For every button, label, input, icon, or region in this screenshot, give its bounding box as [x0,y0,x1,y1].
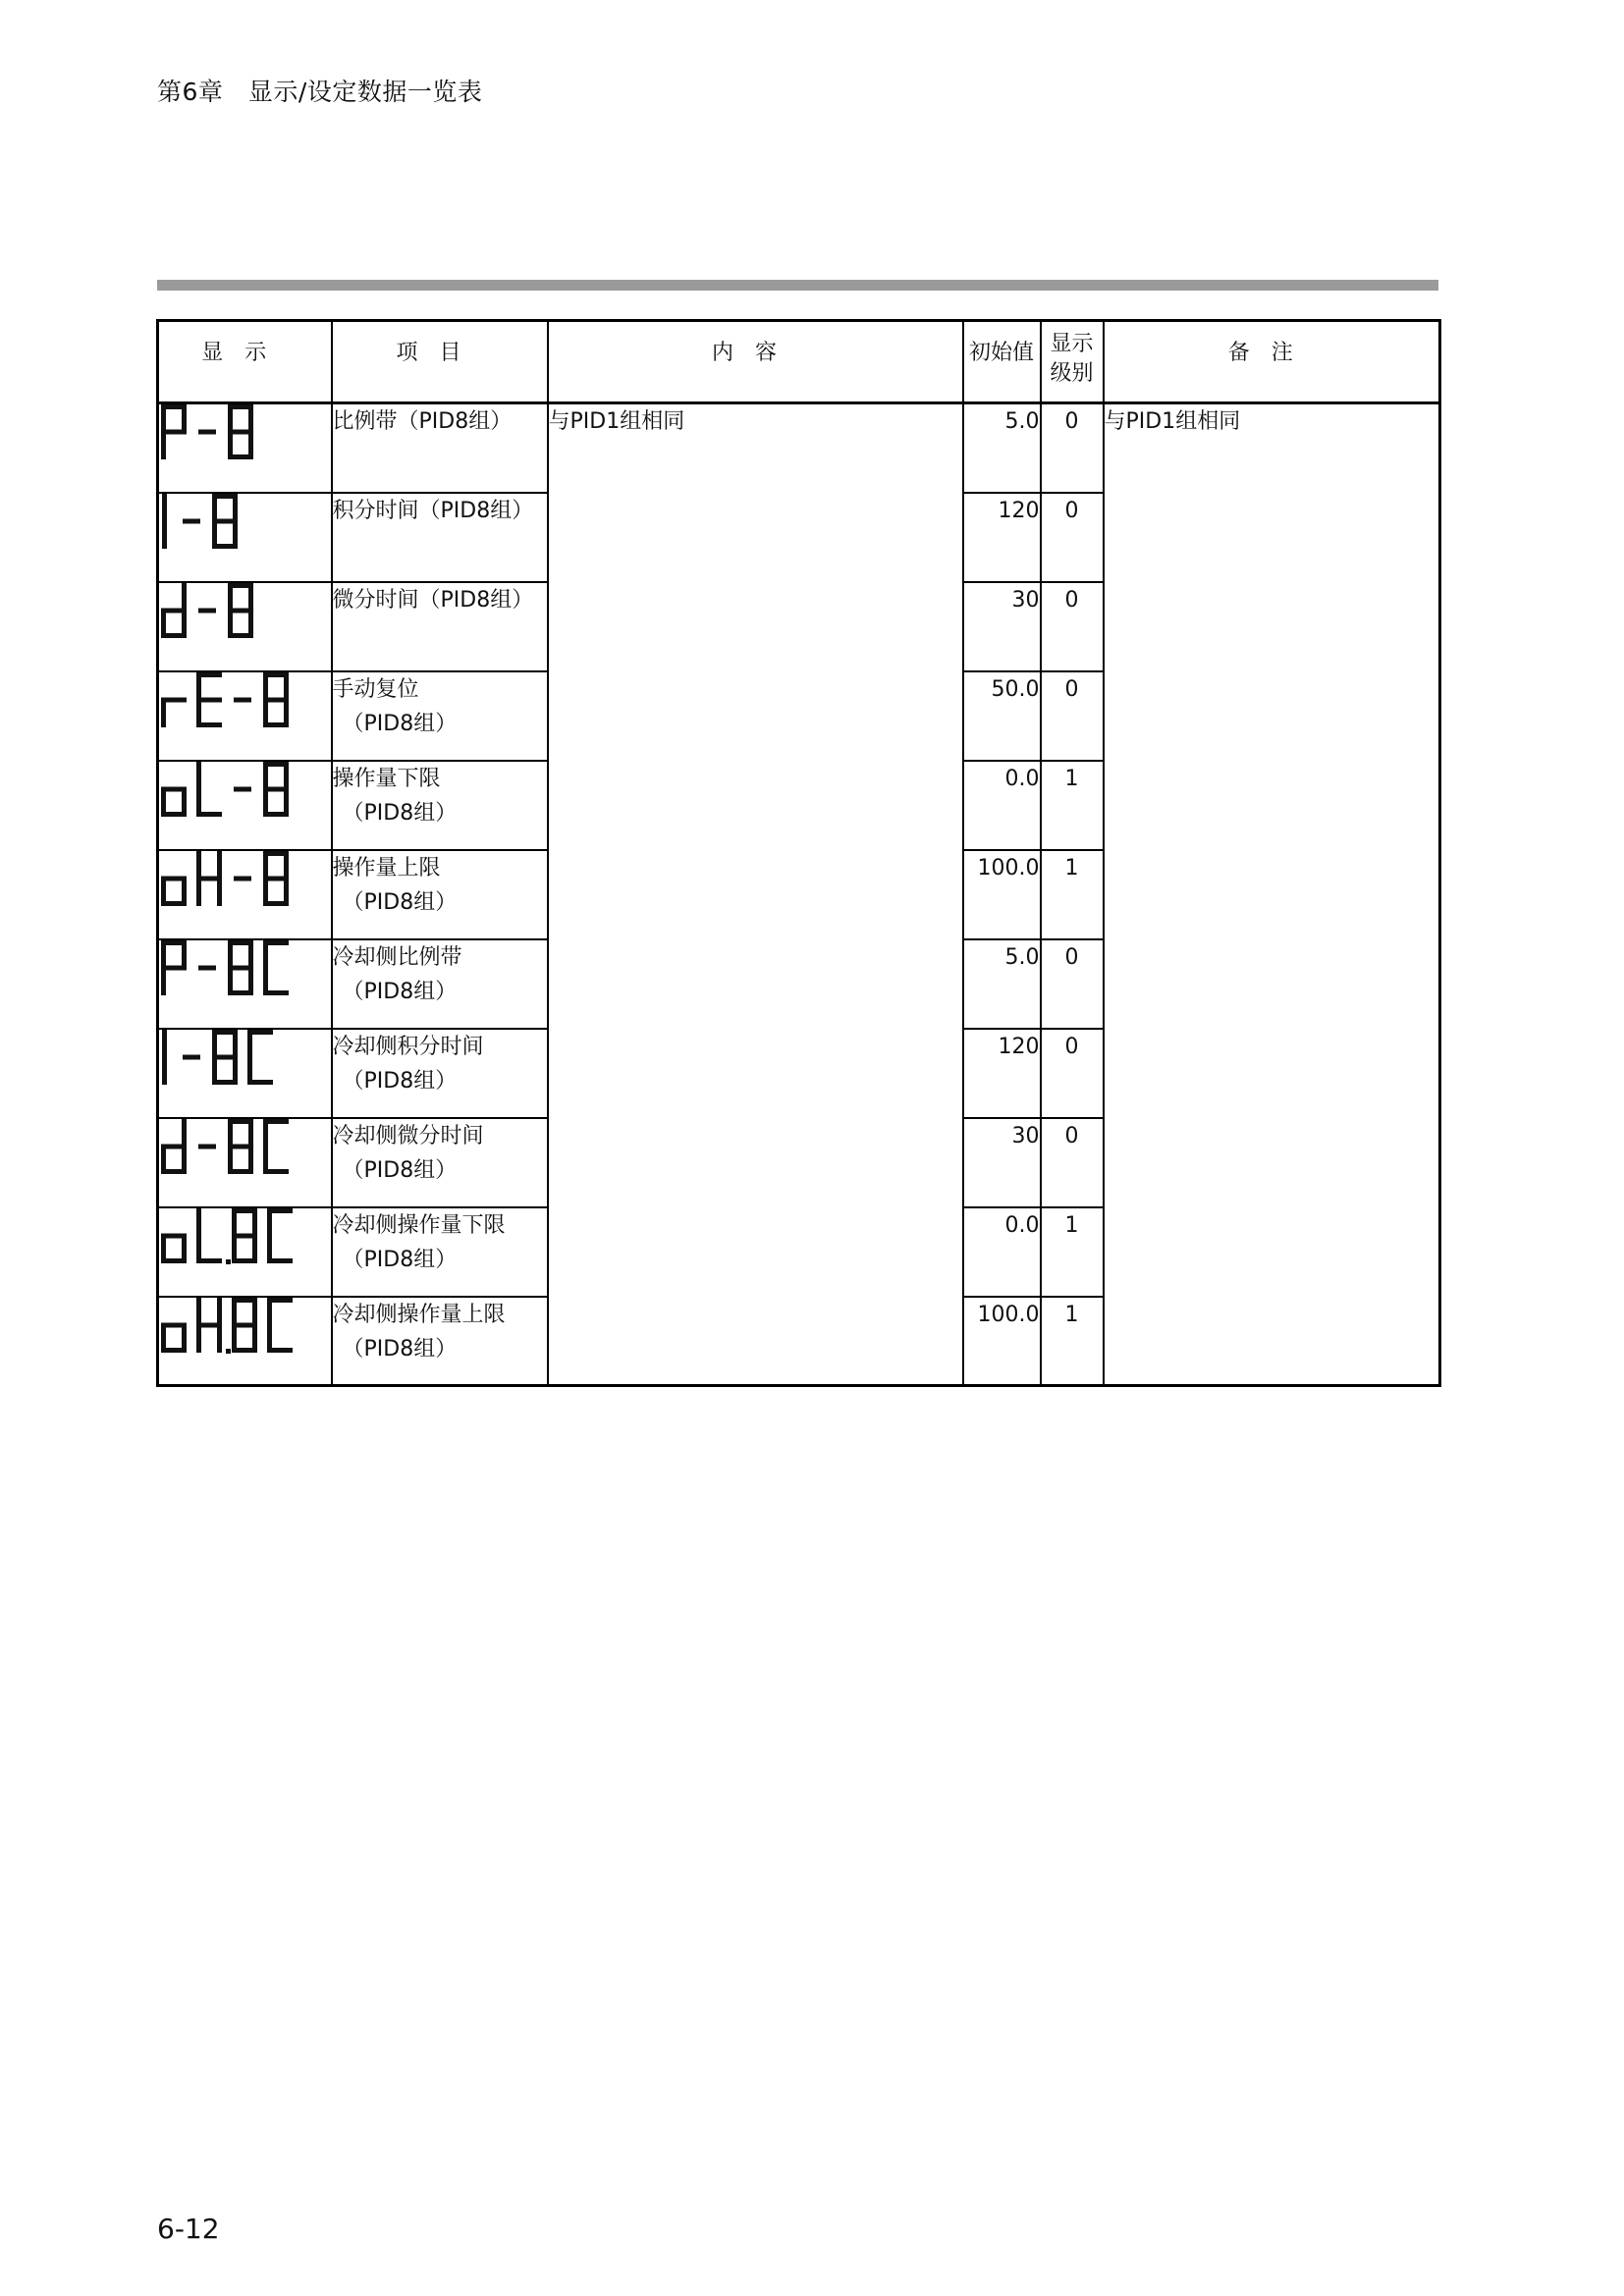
segment-display-code [158,493,332,582]
item-name [332,761,548,850]
initial-value: 100.0 [963,1297,1041,1386]
item-name [332,582,548,671]
header-display: 显示 [158,321,332,403]
segment-display-glyphs [159,1298,302,1355]
chapter-header: 第6章 显示/设定数据一览表 [157,78,483,106]
segment-display-code [158,761,332,850]
header-initial: 初始值 [963,321,1041,403]
item-name [332,493,548,582]
header-note: 备注 [1104,321,1440,403]
item-name-line2: （PID8组） [342,1068,458,1094]
display-level: 0 [1041,403,1104,493]
initial-value: 100.0 [963,850,1041,939]
segment-display-code [158,582,332,671]
section-divider [157,280,1438,291]
initial-value: 5.0 [963,939,1041,1029]
item-name-line2: （PID8组） [342,1247,458,1272]
segment-display-glyphs [159,940,298,997]
header-level-line1: 显示 [1050,332,1094,356]
segment-display-glyphs [159,1208,302,1265]
item-name [332,671,548,761]
item-name [332,939,548,1029]
display-level: 1 [1041,761,1104,850]
segment-display-code [158,1297,332,1386]
page-number: 6-12 [157,2213,220,2245]
item-name-line1: 积分时间（PID8组） [332,498,534,523]
display-level: 0 [1041,493,1104,582]
parameter-table [156,319,1441,1387]
segment-display-code [158,1207,332,1297]
header-item: 项目 [332,321,548,403]
header-level-line2: 级别 [1050,361,1094,386]
segment-display-glyphs [159,672,298,729]
note-cell: 与PID1组相同 [1104,403,1440,1386]
initial-value: 5.0 [963,403,1041,493]
header-content: 内容 [548,321,963,403]
table-header-row [158,321,1440,403]
item-name-line1: 冷却侧比例带 [332,944,462,970]
initial-value: 30 [963,582,1041,671]
initial-value: 0.0 [963,1207,1041,1297]
item-name-line2: （PID8组） [342,1336,458,1362]
segment-display-glyphs [159,583,263,640]
segment-display-code [158,403,332,493]
display-level: 0 [1041,582,1104,671]
display-level: 1 [1041,1207,1104,1297]
segment-display-code [158,1029,332,1118]
item-name [332,1297,548,1386]
item-name-line2: （PID8组） [342,1157,458,1183]
segment-display-glyphs [159,762,298,819]
table-row [158,403,1440,493]
item-name [332,403,548,493]
segment-display-code [158,850,332,939]
segment-display-code [158,939,332,1029]
item-name-line1: 比例带（PID8组） [332,409,513,434]
item-name-line1: 手动复位 [332,676,419,702]
display-level: 0 [1041,1029,1104,1118]
item-name [332,1118,548,1207]
segment-display-glyphs [159,494,247,551]
item-name-line2: （PID8组） [342,889,458,915]
item-name-line2: （PID8组） [342,711,458,736]
item-name-line2: （PID8组） [342,979,458,1004]
content-cell: 与PID1组相同 [548,403,963,1386]
item-name-line1: 冷却侧操作量上限 [332,1302,506,1327]
initial-value: 120 [963,493,1041,582]
item-name [332,1029,548,1118]
item-name-line1: 冷却侧微分时间 [332,1123,484,1148]
segment-display-glyphs [159,851,298,908]
segment-display-code [158,671,332,761]
item-name-line1: 微分时间（PID8组） [332,587,534,613]
segment-display-glyphs [159,1030,283,1087]
item-name [332,1207,548,1297]
initial-value: 120 [963,1029,1041,1118]
segment-display-glyphs [159,1119,298,1176]
item-name [332,850,548,939]
initial-value: 50.0 [963,671,1041,761]
item-name-line1: 冷却侧积分时间 [332,1034,484,1059]
initial-value: 0.0 [963,761,1041,850]
display-level: 1 [1041,850,1104,939]
segment-display-code [158,1118,332,1207]
item-name-line1: 操作量下限 [332,766,441,791]
item-name-line2: （PID8组） [342,800,458,826]
display-level: 0 [1041,671,1104,761]
display-level: 1 [1041,1297,1104,1386]
segment-display-glyphs [159,404,263,461]
header-level [1041,321,1104,403]
initial-value: 30 [963,1118,1041,1207]
display-level: 0 [1041,1118,1104,1207]
item-name-line1: 操作量上限 [332,855,441,881]
display-level: 0 [1041,939,1104,1029]
item-name-line1: 冷却侧操作量下限 [332,1212,506,1238]
